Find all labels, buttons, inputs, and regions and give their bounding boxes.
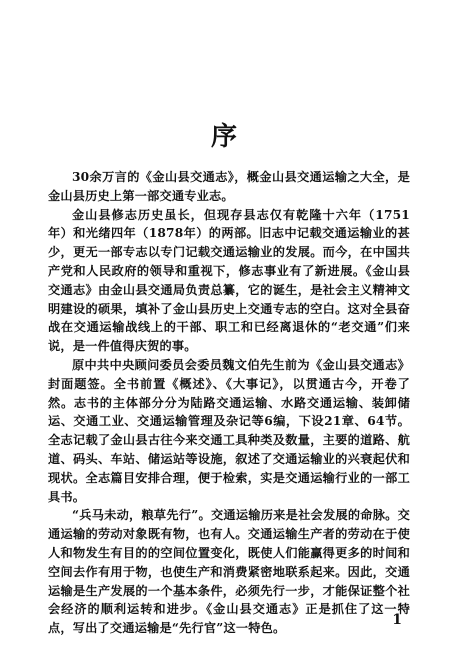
paragraph-3: 原中共中央顾问委员会委员魏文伯先生前为《金山县交通志》封面题签。全书前置《概述》、《大事记》，以贯通古今，开卷了然。志书的主体部分分为陆路交通运输、水路交通运输、装卸储运、交通工业、交通运输管理及杂记等6编，下设21章、64节。全志记载了金山县古往今来交通工具种类及数量，主要的道路、航道、码头、车站、储运站等设施，叙述了交通运输业的兴衰起伏和现状。全志篇目安排合理，便于检索，实是交通运输行业的一部工具书。 <box>48 357 410 504</box>
paragraph-2: 金山县修志历史虽长，但现存县志仅有乾隆十六年（1751年）和光绪四年（1878年）的两部。旧志中记载交通运输业的甚少，更无一部专志以专门记载交通运输业的发展。而今，在中国共产党和人民政府的领导和重视下，修志事业有了新进展。《金山县交通志》由金山县交通局负责总纂，它的诞生，是社会主义精神文明建设的硕果，填补了金山县历史上交通专志的空白。这对全县奋战在交通运输战线上的干部、职工和已经离退休的“老交通”们来说，是一件值得庆贺的事。 <box>48 207 410 354</box>
page-title: 序 <box>210 122 239 152</box>
paragraph-4: “兵马未动，粮草先行”。交通运输历来是社会发展的命脉。交通运输的劳动对象既有物，也有人。交通运输生产者的劳动在于使人和物发生有目的的空间位置变化，既使人们能赢得更多的时间和空间去作有用于物，也使生产和消费紧密地联系起来。因此，交通运输是生产发展的一个基本条件，必须先行一步，才能保证整个社会经济的顺利运转和进步。《金山县交通志》正是抓住了这一特点，写出了交通运输是“先行官”这一特色。 <box>48 508 410 636</box>
page-number: 1 <box>392 612 402 628</box>
preface-body <box>48 168 410 638</box>
paragraph-1: 30余万言的《金山县交通志》，概金山县交通运输之大全，是金山县历史上第一部交通专业志。 <box>48 170 410 203</box>
